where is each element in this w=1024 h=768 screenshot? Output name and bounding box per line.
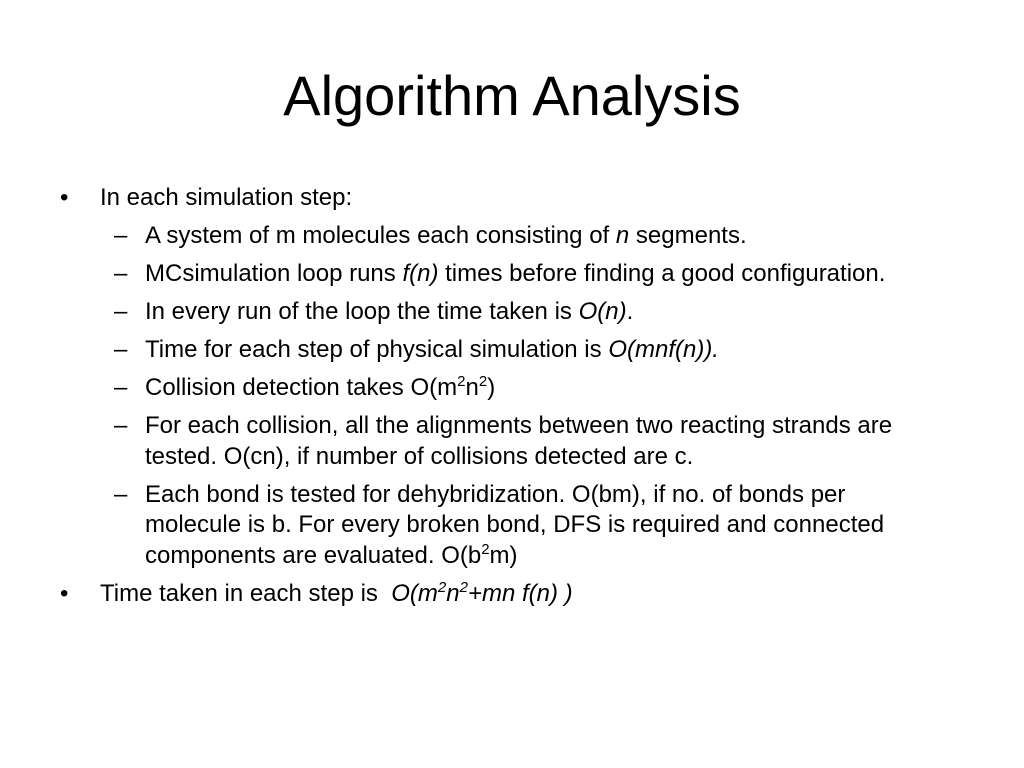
superscript: 2 [437, 579, 447, 596]
text-run: In every run of the loop the time taken is [145, 298, 579, 325]
sub-bullet-item [100, 411, 945, 472]
sub-bullet-text [145, 480, 945, 572]
dash-marker: – [114, 480, 128, 508]
formula-part: +mn f(n) ) [467, 580, 573, 607]
dash-marker: – [114, 260, 128, 287]
superscript: 2 [459, 579, 468, 596]
text-run: m) [489, 541, 518, 569]
italic-variable: n [615, 222, 630, 249]
italic-complexity: O(n) [578, 298, 627, 325]
sub-bullet-item [100, 373, 945, 404]
text-run: Collision detection takes O(m [145, 374, 458, 401]
text-run: ) [487, 374, 496, 401]
dash-marker: – [114, 374, 128, 401]
bullet-item [58, 579, 958, 609]
sub-bullet-item [100, 221, 945, 252]
text-run: n [465, 374, 479, 401]
formula-part: n [446, 580, 460, 607]
formula-part: O(m [391, 580, 438, 607]
text-run: segments. [629, 222, 747, 249]
italic-formula [391, 580, 572, 607]
bullet-text [100, 580, 573, 607]
sub-bullet-item [100, 335, 945, 366]
sub-bullet-text: For each collision, all the alignments between two reacting strands are tested. O(cn), if number of collisions detected are c. [145, 412, 893, 470]
slide-title: Algorithm Analysis [283, 64, 741, 127]
text-run: times before finding a good configuration. [438, 260, 886, 287]
text-run: . [626, 298, 634, 325]
bullet-marker: • [60, 580, 69, 607]
bullet-text: In each simulation step: [100, 184, 353, 211]
text-run: Time for each step of physical simulation is [145, 336, 609, 363]
sub-bullet-item [100, 480, 945, 572]
text-run: MCsimulation loop runs [145, 260, 403, 287]
bullet-marker: • [60, 184, 69, 211]
dash-marker: – [114, 336, 128, 363]
sub-bullet-list [100, 221, 958, 571]
sub-bullet-text [145, 297, 945, 328]
text-run: Time taken in each step is [100, 580, 392, 607]
text-run: Each bond is tested for dehybridization. O(bm), if no. of bonds per molecule is b. For every broken bond, DFS is required and connected components are evaluated. O(b [145, 480, 885, 569]
sub-bullet-item [100, 259, 945, 290]
text-run: A system of m molecules each consisting of [145, 222, 616, 249]
sub-bullet-text [145, 373, 945, 404]
italic-function: f(n) [402, 260, 439, 287]
dash-marker: – [114, 298, 128, 325]
sub-bullet-text [145, 259, 945, 290]
dash-marker: – [114, 412, 128, 439]
sub-bullet-text [145, 335, 945, 366]
sub-bullet-text [145, 221, 945, 252]
dash-marker: – [114, 222, 128, 249]
superscript: 2 [457, 373, 466, 390]
bullet-list [58, 183, 958, 617]
superscript: 2 [478, 373, 488, 390]
bullet-item [58, 183, 958, 571]
italic-complexity: O(mnf(n)). [608, 336, 719, 363]
sub-bullet-item [100, 297, 945, 328]
superscript: 2 [481, 540, 490, 558]
